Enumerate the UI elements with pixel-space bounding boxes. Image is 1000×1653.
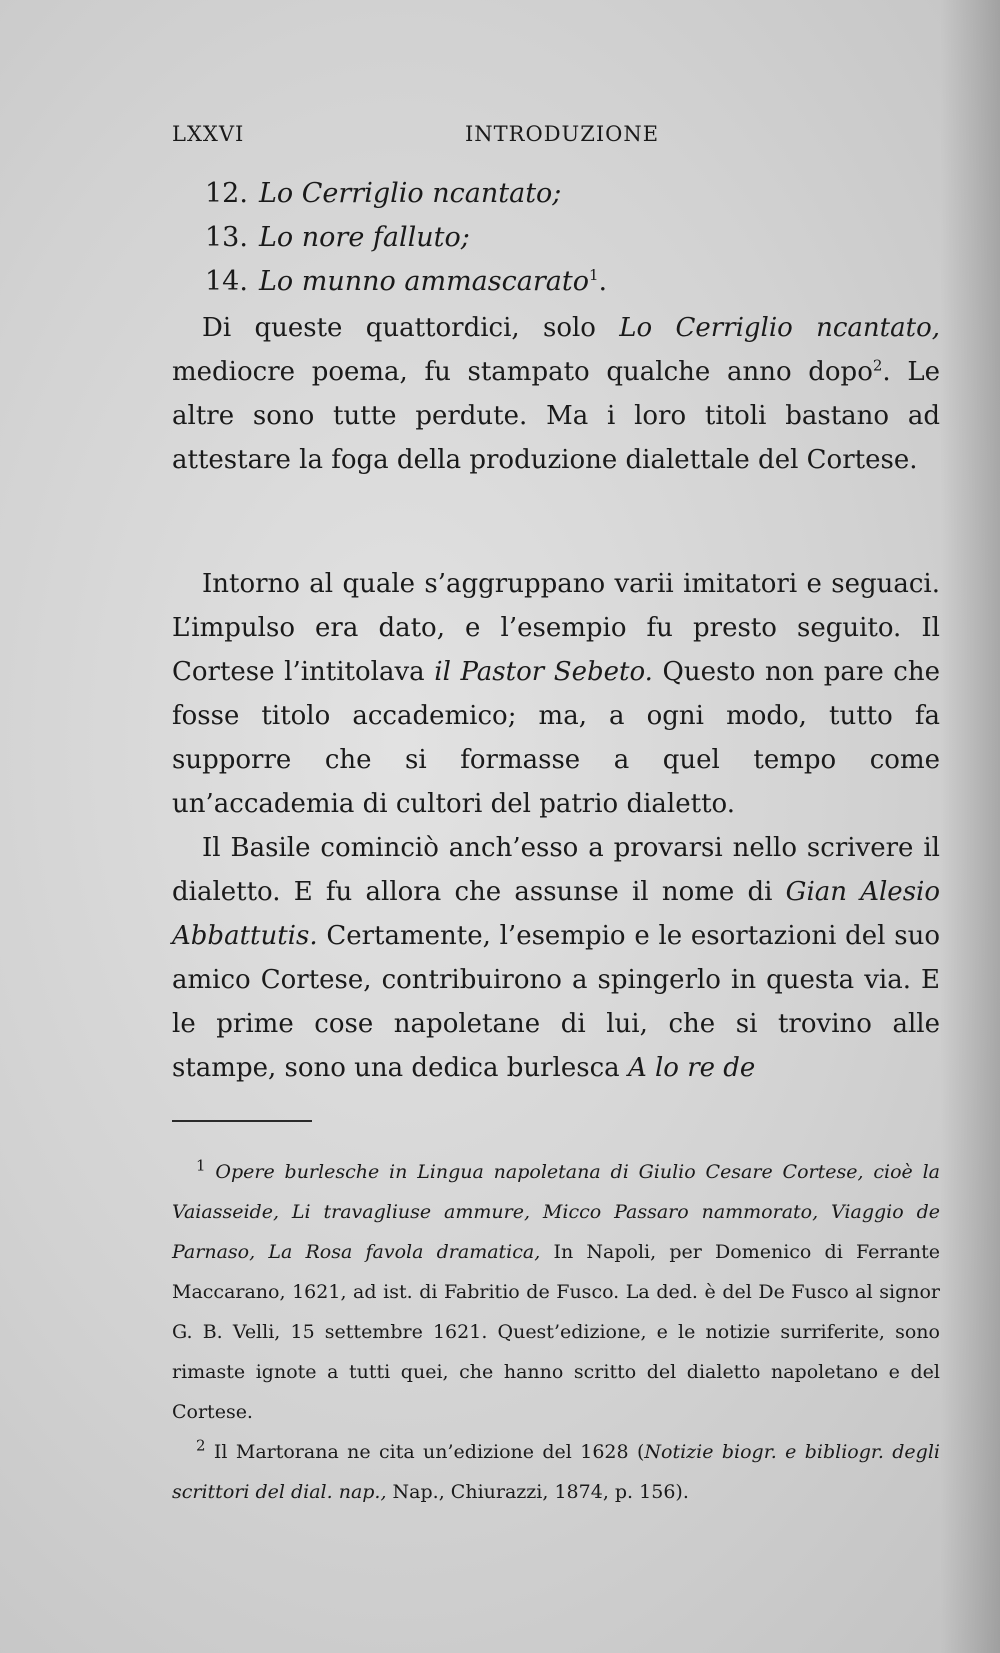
footnote-text: Il Martorana ne cita un’edizione del 1628 ( xyxy=(205,1441,645,1463)
paragraph-italic: il Pastor Sebeto. xyxy=(434,657,653,687)
footnote-marker: 2 xyxy=(196,1436,206,1455)
page-edge-shadow xyxy=(940,0,1000,1653)
body-text xyxy=(172,306,940,1090)
list-item xyxy=(205,172,607,216)
list-item-number: 12. xyxy=(205,178,248,209)
paragraph-text: Questo non pare che fosse titolo accademico; ma, a ogni modo, tutto fa supporre che si formasse a quel tempo come un’accademia di cultori del patrio dialetto. xyxy=(172,657,940,819)
list-item-title: Lo nore falluto; xyxy=(259,222,470,253)
list-item xyxy=(205,260,607,304)
paragraph-italic: A lo re de xyxy=(627,1053,756,1083)
footnote xyxy=(172,1432,940,1512)
list-item xyxy=(205,216,607,260)
list-item-number: 13. xyxy=(205,222,248,253)
footnote xyxy=(172,1152,940,1432)
footnote-italic: Notizie biogr. e bibliogr. degli scrittori del dial. nap., xyxy=(172,1441,940,1503)
paragraph-text: Intorno al quale s’aggruppano varii imitatori e seguaci. L’impulso era dato, e l’esempio fu presto seguito. Il Cortese l’intitolava xyxy=(172,569,940,687)
footnote-italic: Opere burlesche in Lingua napoletana di Giulio Cesare Cortese, cioè la Vaiasseide, Li travagliuse ammure, Micco Passaro nammorato, Viaggio de Parnaso, La Rosa favola dramatica, xyxy=(172,1161,940,1263)
footnotes xyxy=(172,1152,940,1512)
footnote-text: In Napoli, per Domenico di Ferrante Maccarano, 1621, ad ist. di Fabritio de Fusco. La ded. è del De Fusco al signor G. B. Velli, 15 settembre 1621. Quest’edizione, e le notizie surriferite, sono rimaste ignote a tutti quei, che hanno scritto del dialetto napoletano e del Cortese. xyxy=(172,1241,940,1423)
footnote-rule xyxy=(172,1120,312,1122)
footnote-text: Nap., Chiurazzi, 1874, p. 156). xyxy=(386,1481,689,1503)
paragraph-text: mediocre poema, fu stampato qualche anno dopo xyxy=(172,357,873,387)
list-item-number: 14. xyxy=(205,266,248,297)
paragraph xyxy=(172,562,940,826)
paragraph-text: Di queste quattordici, solo xyxy=(202,313,620,343)
paragraph-italic: Lo Cerriglio ncantato, xyxy=(619,313,940,343)
section-gap xyxy=(172,482,940,562)
paragraph xyxy=(172,826,940,1090)
title-list xyxy=(205,172,607,304)
running-title: INTRODUZIONE xyxy=(465,122,660,146)
paragraph-text: . Le altre sono tutte perdute. Ma i loro titoli bastano ad attestare la foga della produzione dialettale del Cortese. xyxy=(172,357,940,475)
footnote-ref: 1 xyxy=(588,266,599,284)
list-item-tail: . xyxy=(598,266,608,297)
footnote-ref: 2 xyxy=(872,356,883,375)
paragraph-text: Certamente, l’esempio e le esortazioni del suo amico Cortese, contribuirono a spingerlo in questa via. E le prime cose napoletane di lui, che si trovino alle stampe, sono una dedica burlesca xyxy=(172,921,940,1083)
list-item-title: Lo Cerriglio ncantato; xyxy=(259,178,562,209)
page-number: LXXVI xyxy=(172,122,245,146)
paragraph-text: Il Basile cominciò anch’esso a provarsi nello scrivere il dialetto. E fu allora che assunse il nome di xyxy=(172,833,940,907)
footnote-marker: 1 xyxy=(196,1156,206,1175)
paragraph-italic: Gian Alesio Abbattutis. xyxy=(172,877,941,951)
list-item-title: Lo munno ammascarato xyxy=(259,266,589,297)
paragraph xyxy=(172,306,940,482)
